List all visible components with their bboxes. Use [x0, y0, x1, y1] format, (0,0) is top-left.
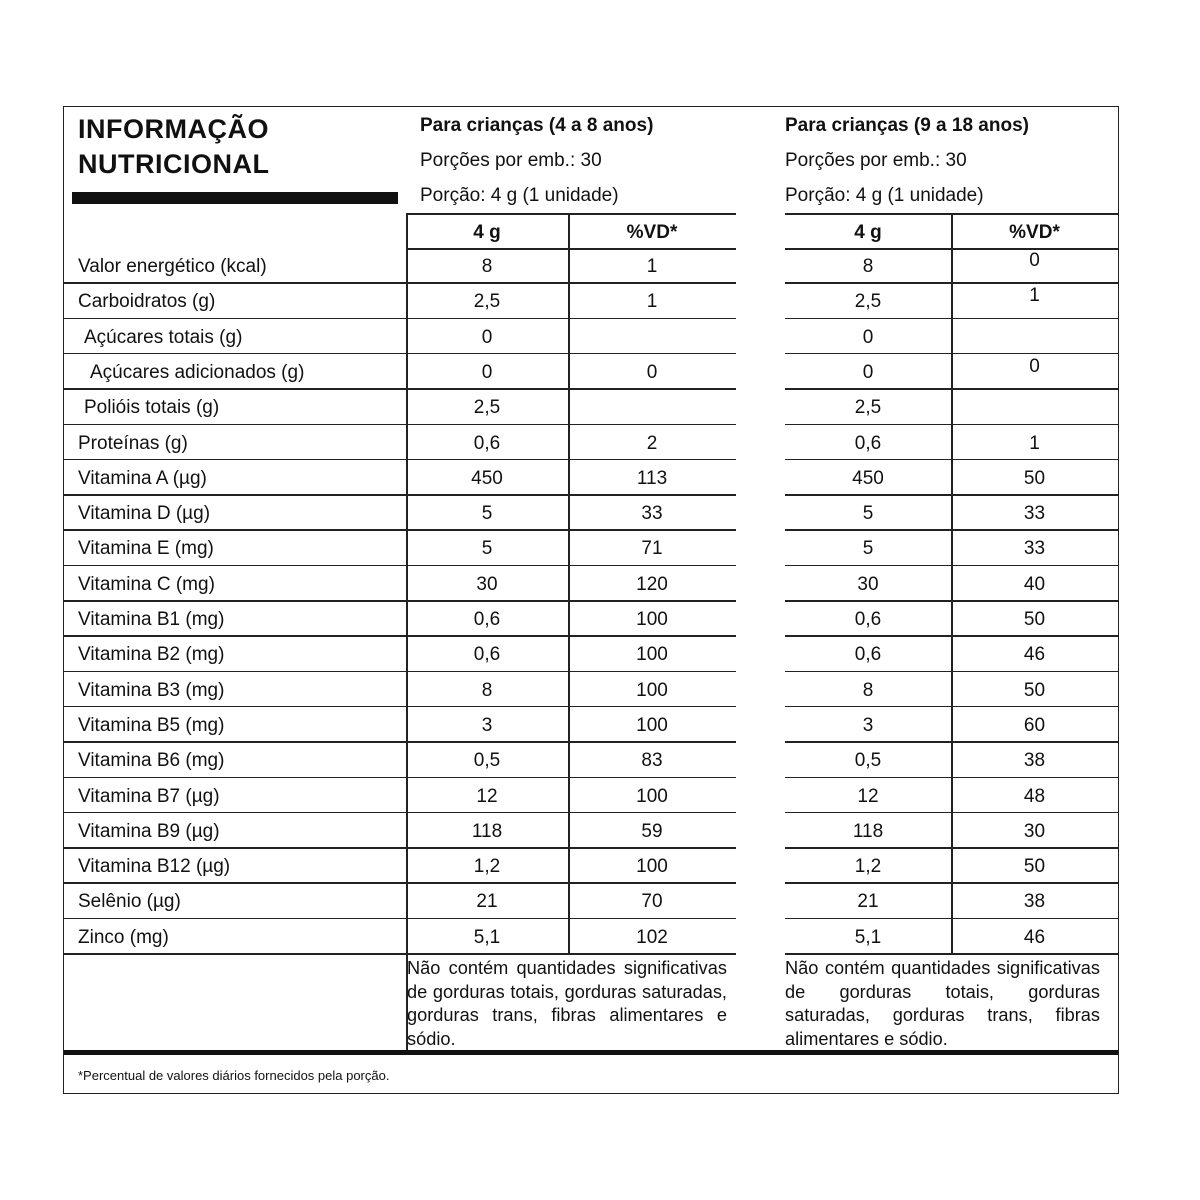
nutrient-value: 0,6 — [473, 644, 501, 666]
row-rule — [406, 777, 736, 779]
row-rule — [406, 459, 736, 461]
nutrient-value: 100 — [636, 714, 668, 736]
group-2-col-amount: 4 g — [854, 222, 882, 243]
row-rule — [785, 812, 1118, 814]
row-rule — [785, 424, 1118, 426]
nutrient-value: 2 — [646, 432, 658, 454]
nutrient-value: 0 — [1029, 250, 1040, 271]
row-rule — [785, 671, 1118, 673]
row-rule — [785, 600, 1118, 602]
row-rule — [64, 671, 406, 673]
group-2-portions: Porções por emb.: 30 — [785, 150, 967, 171]
row-rule — [406, 953, 736, 955]
group-1-col-amount: 4 g — [473, 222, 501, 243]
nutrient-value: 5,1 — [854, 926, 882, 948]
title-bar — [72, 192, 398, 204]
row-rule — [785, 494, 1118, 496]
row-rule — [406, 812, 736, 814]
nutrient-label: Vitamina B5 (mg) — [78, 714, 225, 736]
nutrient-value: 1 — [1029, 432, 1040, 454]
nutrient-value: 46 — [1023, 644, 1046, 666]
group-2-col-vd: %VD* — [1009, 222, 1060, 243]
nutrient-value: 83 — [641, 750, 663, 772]
row-rule — [406, 424, 736, 426]
nutrient-value: 0 — [862, 361, 874, 383]
nutrient-value: 8 — [481, 679, 493, 701]
row-rule — [64, 777, 406, 779]
nutrient-value: 0,6 — [473, 432, 501, 454]
row-rule — [785, 565, 1118, 567]
nutrient-value: 0,6 — [854, 644, 882, 666]
row-rule — [64, 353, 406, 355]
nutrient-value: 48 — [1023, 785, 1046, 807]
group-2-note: Não contém quantidades significativas de gorduras totais, gorduras saturadas, gorduras trans, fibras alimentares e sódio. — [785, 958, 1100, 1049]
nutrient-value: 5 — [862, 538, 874, 560]
title-line-1: INFORMAÇÃO — [78, 114, 269, 144]
nutrient-label: Vitamina B1 (mg) — [78, 609, 225, 630]
nutrient-value: 1 — [1029, 285, 1040, 307]
nutrient-label: Valor energético (kcal) — [78, 256, 267, 277]
nutrient-value: 33 — [1023, 538, 1046, 560]
nutrient-value: 3 — [481, 714, 493, 736]
row-rule — [785, 847, 1118, 849]
row-rule — [785, 741, 1118, 743]
nutrient-value: 2,5 — [473, 291, 501, 313]
nutrient-label: Vitamina B7 (µg) — [78, 785, 220, 807]
row-rule — [406, 318, 736, 320]
row-rule — [64, 388, 406, 390]
nutrient-value: 33 — [1023, 503, 1046, 525]
row-rule — [406, 847, 736, 849]
nutrient-label: Vitamina B2 (mg) — [78, 644, 225, 666]
bottom-thick-rule — [64, 1050, 1118, 1055]
nutrient-label: Açúcares adicionados (g) — [90, 361, 305, 383]
nutrient-value: 38 — [1023, 750, 1046, 772]
row-rule — [406, 388, 736, 390]
nutrient-value: 450 — [471, 467, 503, 489]
label-title — [78, 112, 269, 182]
row-rule — [785, 635, 1118, 637]
col-header-rule — [785, 248, 1118, 250]
row-rule — [785, 459, 1118, 461]
row-rule — [64, 318, 406, 320]
nutrient-value: 100 — [636, 856, 668, 878]
nutrient-value: 33 — [641, 503, 663, 525]
row-rule — [64, 847, 406, 849]
row-rule — [785, 777, 1118, 779]
nutrient-value: 102 — [636, 926, 668, 948]
row-rule — [64, 918, 406, 920]
row-rule — [406, 282, 736, 284]
nutrient-value: 30 — [857, 573, 879, 595]
nutrient-value: 1,2 — [854, 856, 882, 878]
row-rule — [406, 600, 736, 602]
nutrient-value: 5 — [862, 503, 874, 525]
nutrient-value: 5 — [481, 538, 493, 560]
nutrient-value: 30 — [476, 573, 498, 595]
header-rule — [406, 213, 736, 215]
nutrient-value: 21 — [857, 891, 879, 913]
nutrient-label: Vitamina B9 (µg) — [78, 820, 220, 842]
row-rule — [64, 953, 406, 955]
nutrient-value: 60 — [1023, 714, 1046, 736]
group-1-note: Não contém quantidades significativas de gorduras totais, gorduras saturadas, gorduras trans, fibras alimentares e sódio. — [407, 958, 727, 1049]
nutrient-value: 100 — [636, 679, 668, 701]
nutrient-value: 450 — [852, 467, 884, 489]
row-rule — [64, 635, 406, 637]
row-rule — [64, 600, 406, 602]
group-1-portions: Porções por emb.: 30 — [420, 150, 602, 171]
row-rule — [406, 671, 736, 673]
row-rule — [406, 494, 736, 496]
row-rule — [406, 353, 736, 355]
nutrient-label: Proteínas (g) — [78, 432, 188, 454]
row-rule — [64, 424, 406, 426]
nutrient-value: 21 — [476, 891, 498, 913]
row-rule — [64, 882, 406, 884]
nutrient-label: Vitamina A (µg) — [78, 467, 207, 489]
nutrient-value: 8 — [481, 256, 493, 277]
nutrient-value: 0,6 — [473, 609, 501, 630]
nutrient-value: 30 — [1023, 820, 1046, 842]
nutrient-value: 8 — [862, 679, 874, 701]
nutrient-value: 1,2 — [473, 856, 501, 878]
nutrient-value: 38 — [1023, 891, 1046, 913]
row-rule — [64, 706, 406, 708]
nutrient-value: 50 — [1023, 467, 1046, 489]
nutrient-label: Açúcares totais (g) — [84, 326, 243, 348]
nutrient-value: 0 — [646, 361, 658, 383]
row-rule — [785, 918, 1118, 920]
nutrient-value: 40 — [1023, 573, 1046, 595]
nutrient-label: Vitamina D (µg) — [78, 503, 211, 525]
row-rule — [406, 565, 736, 567]
nutrient-label: Vitamina E (mg) — [78, 538, 214, 560]
row-rule — [785, 882, 1118, 884]
nutrient-value: 46 — [1023, 926, 1046, 948]
nutrient-value: 59 — [641, 820, 663, 842]
group-1-heading: Para crianças (4 a 8 anos) — [420, 115, 654, 136]
nutrient-label: Vitamina B12 (µg) — [78, 856, 231, 878]
nutrient-value: 0,5 — [854, 750, 882, 772]
col-header-rule — [406, 248, 736, 250]
group-2-heading: Para crianças (9 a 18 anos) — [785, 115, 1029, 136]
nutrient-value: 5 — [481, 503, 493, 525]
row-rule — [64, 812, 406, 814]
row-rule — [64, 494, 406, 496]
nutrient-value: 2,5 — [473, 397, 501, 419]
row-rule — [64, 741, 406, 743]
nutrient-value: 12 — [476, 785, 498, 807]
nutrient-value: 118 — [471, 820, 503, 842]
row-rule — [406, 918, 736, 920]
nutrient-value: 5,1 — [473, 926, 501, 948]
nutrient-value: 118 — [852, 820, 884, 842]
nutrient-value: 70 — [641, 891, 663, 913]
nutrient-label: Vitamina C (mg) — [78, 573, 215, 595]
row-rule — [406, 706, 736, 708]
title-line-2: NUTRICIONAL — [78, 149, 270, 179]
nutrient-value: 0,5 — [473, 750, 501, 772]
nutrient-value: 100 — [636, 644, 668, 666]
row-rule — [785, 953, 1118, 955]
row-rule — [406, 741, 736, 743]
nutrient-value: 50 — [1023, 609, 1046, 630]
nutrient-value: 0 — [1029, 355, 1040, 377]
row-rule — [785, 388, 1118, 390]
row-rule — [406, 529, 736, 531]
row-rule — [64, 529, 406, 531]
row-rule — [64, 565, 406, 567]
nutrient-value: 1 — [646, 291, 658, 313]
row-rule — [64, 282, 406, 284]
row-rule — [406, 635, 736, 637]
row-rule — [785, 529, 1118, 531]
nutrient-value: 50 — [1023, 856, 1046, 878]
nutrient-label: Zinco (mg) — [78, 926, 169, 948]
nutrient-value: 3 — [862, 714, 874, 736]
row-rule — [785, 318, 1118, 320]
nutrient-value: 0,6 — [854, 609, 882, 630]
nutrient-value: 50 — [1023, 679, 1046, 701]
nutrient-value: 0,6 — [854, 432, 882, 454]
nutrient-value: 2,5 — [854, 291, 882, 313]
row-rule — [406, 882, 736, 884]
nutrient-label: Polióis totais (g) — [84, 397, 220, 419]
nutrient-label: Vitamina B6 (mg) — [78, 750, 225, 772]
group-2-serving: Porção: 4 g (1 unidade) — [785, 185, 984, 206]
nutrient-value: 0 — [862, 326, 874, 348]
row-rule — [785, 706, 1118, 708]
nutrient-label: Selênio (µg) — [78, 891, 181, 913]
nutrient-label: Vitamina B3 (mg) — [78, 679, 225, 701]
footnote: *Percentual de valores diários fornecidos pela porção. — [78, 1068, 390, 1083]
group-1-serving: Porção: 4 g (1 unidade) — [420, 185, 619, 206]
nutrient-value: 100 — [636, 609, 668, 630]
nutrient-value: 71 — [641, 538, 663, 560]
nutrient-value: 120 — [636, 573, 668, 595]
nutrient-value: 0 — [481, 361, 493, 383]
nutrient-value: 113 — [636, 467, 668, 489]
nutrient-value: 2,5 — [854, 397, 882, 419]
nutrient-value: 12 — [857, 785, 879, 807]
group-1-col-vd: %VD* — [626, 222, 678, 243]
nutrient-value: 8 — [862, 256, 874, 277]
nutrient-value: 1 — [646, 256, 658, 277]
nutrient-value: 0 — [481, 326, 493, 348]
nutrient-value: 100 — [636, 785, 668, 807]
row-rule — [64, 459, 406, 461]
nutrient-label: Carboidratos (g) — [78, 291, 216, 313]
